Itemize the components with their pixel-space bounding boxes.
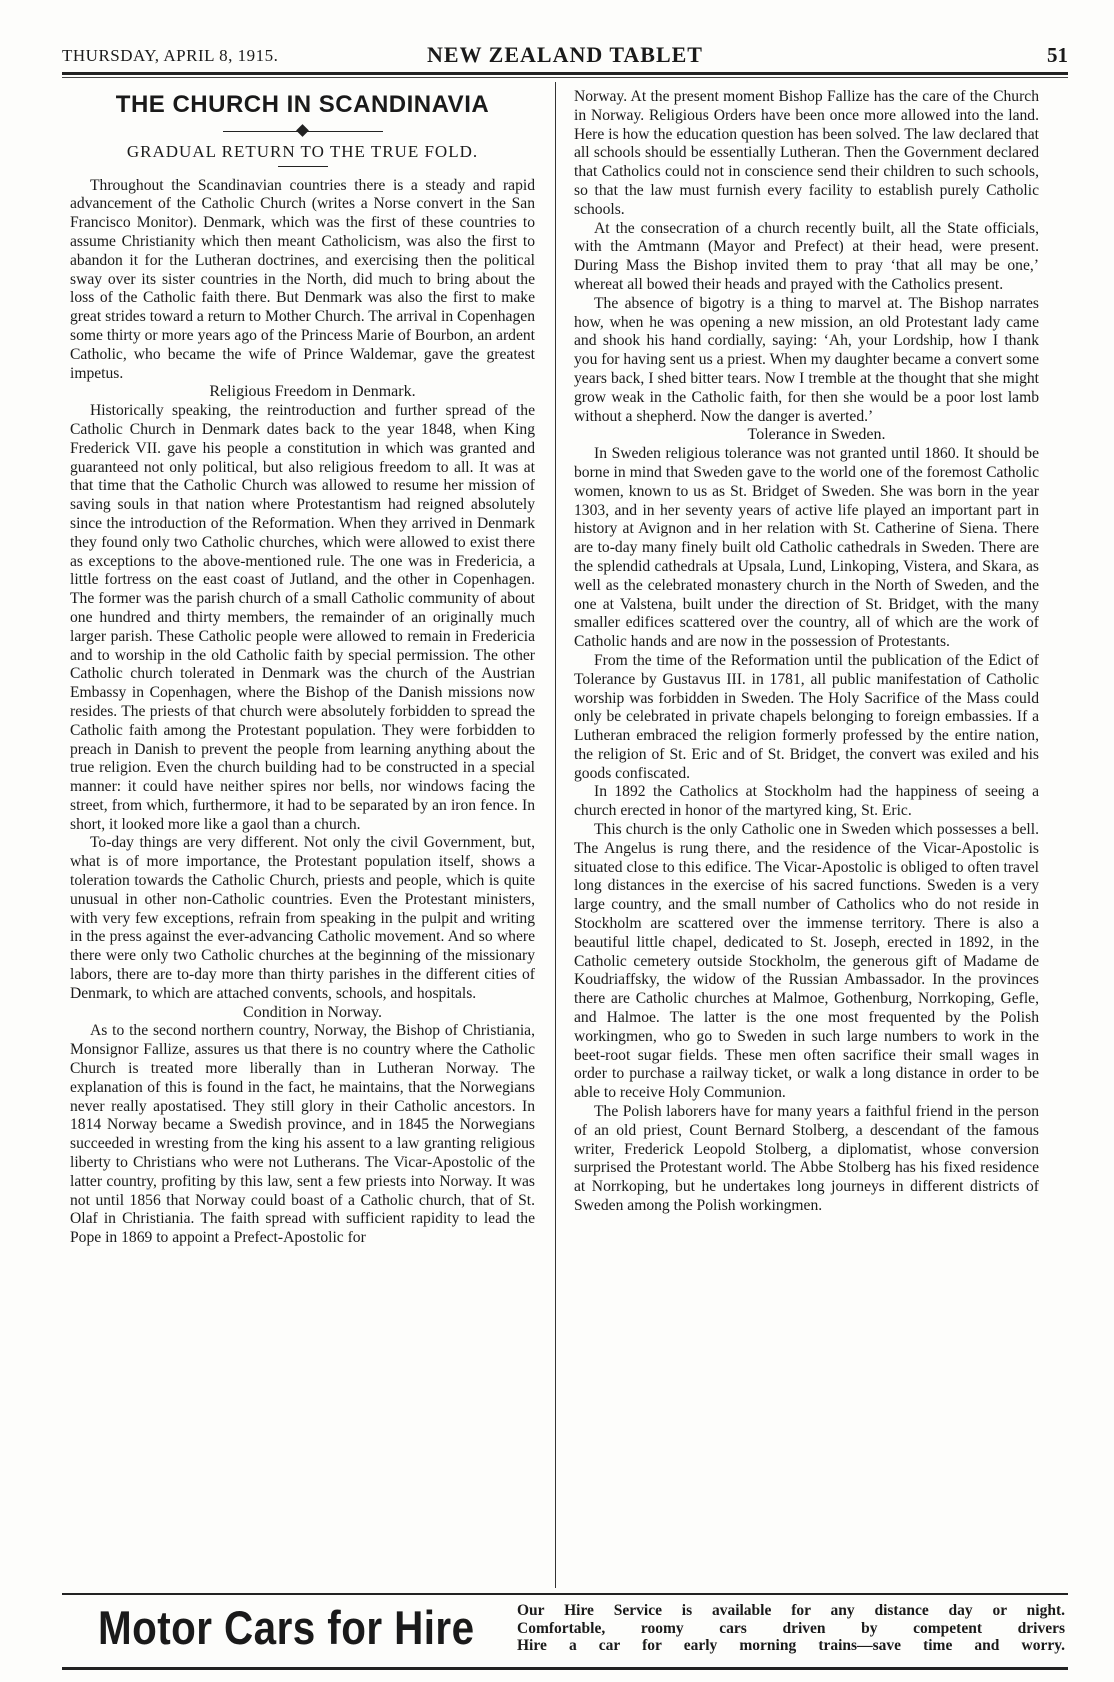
advert-headline: Motor Cars for Hire [98, 1601, 475, 1654]
paragraph: The absence of bigotry is a thing to marvel at. The Bishop narrates how, when he was opening a new mission, an old Protestant lady came and shook his hand cordially, saying: ‘Ah, your Lordship, how I thank you for having sent us a priest. When my daughter became a convert some years back, I shed bitter tears. Now I tremble at the thought that she might grow weak in the Catholic faith, for then she would be a poor lost lamb without a shepherd. Now the danger is averted.’ [574, 294, 1039, 425]
masthead [62, 42, 1068, 70]
paragraph: Historically speaking, the reintroduction and further spread of the Catholic Church in Denmark dates back to the year 1848, when King Frederick VII. gave his people a constitution in which was granted and guaranteed not only political, but also religious freedom to all. It was at that time that the Catholic Church was allowed to resume her mission of saving souls in that nation where Protestantism had reigned absolutely since the introduction of the Reformation. When they arrived in Denmark they found only two Catholic churches, which were allowed to exist there as exceptions to the above-mentioned rule. The one was in Fredericia, a little fortress on the east coast of Jutland, and the other in Copenhagen. The former was the parish church of a small Catholic community of about one hundred and thirty members, the remainder of an originally much larger parish. These Catholic people were allowed to remain in Fredericia and to worship in the old Catholic faith by special permission. The other Catholic church tolerated in Denmark was the church of the Austrian Embassy in Copenhagen, where the Bishop of the Danish missions now resides. The priests of that church were absolutely forbidden to spread the Catholic faith among the Protestant population. They were forbidden to preach in Danish to prevent the people from learning anything about the true religion. Even the church building had to be constructed in a special manner: it could have neither spires nor bells, nor windows facing the street, from which, furthermore, it had to be separated by an iron fence. In short, it looked more like a gaol than a church. [70, 402, 535, 833]
paragraph: In 1892 the Catholics at Stockholm had the happiness of seeing a church erected in honor of the martyred king, St. Eric. [574, 783, 1039, 820]
advert-rule-top [62, 1593, 1068, 1595]
article-column-left [70, 88, 535, 1248]
paragraph: To-day things are very different. Not only the civil Government, but, what is of more importance, the Protestant population itself, shows a toleration towards the Catholic Church, priests and people, which is quite unusual in other non-Catholic countries. Even the Protestant ministers, with very few exceptions, refrain from speaking in the pulpit and writing in the press against the ever-advancing Catholic movement. And so where there were only two Catholic churches at the beginning of the missionary labors, there are to-day more than thirty parishes in the different cities of Denmark, to which are attached convents, schools, and hospitals. [70, 834, 535, 1002]
ornament-rule [223, 125, 383, 139]
paragraph: From the time of the Reformation until the publication of the Edict of Tolerance by Gustavus III. in 1781, all public manifestation of Catholic worship was forbidden in Sweden. The Holy Sacrifice of the Mass could only be celebrated in private chapels belonging to foreign embassies. If a Lutheran embraced the religion formerly professed by the entire nation, the religion of St. Eric and of St. Bridget, the convert was exiled and his goods confiscated. [574, 651, 1039, 782]
paragraph: This church is the only Catholic one in Sweden which possesses a bell. The Angelus is rung there, and the residence of the Vicar-Apostolic is situated close to this edifice. The Vicar-Apostolic is obliged to often travel long distances in the exercise of his sacred functions. Sweden is a very large country, and the small number of Catholics who do not reside in Stockholm are scattered over the immense territory. There is also a beautiful little chapel, dedicated to St. Joseph, erected in 1892, in the Catholic cemetery outside Stockholm, the generous gift of Madame de Koudriaffsky, the widow of the Russian Ambassador. In the provinces there are Catholic churches at Malmoe, Gothenburg, Norrkoping, Gefle, and Halmoe. The latter is the one most frequented by the Polish workingmen, who go to Sweden in such large numbers to work in the beet-root sugar fields. These men often sacrifice their small wages in order to purchase a railway ticket, or walk a long distance in order to be able to receive Holy Communion. [574, 821, 1039, 1102]
advert-line: Comfortable, roomy cars driven by competent drivers [517, 1619, 1065, 1637]
advert-line: Hire a car for early morning trains—save time and worry. [517, 1637, 1065, 1654]
paragraph: In Sweden religious tolerance was not granted until 1860. It should be borne in mind that Sweden gave to the world one of the foremost Catholic women, known to us as St. Bridget of Sweden. She was born in the year 1303, and in her seventy years of active life played an important part in history at Avignon and in her relation with St. Catherine of Siena. There are to-day many finely built old Catholic cathedrals in Sweden. There are the splendid cathedrals at Upsala, Lund, Linkoping, Vistera, and Skara, as well as the celebrated monastery church in the North of Sweden, and the one at Valstena, built under the direction of St. Bridget, with the many smaller edifices scattered over the country, all of which are the work of Catholic hands and are now in the possession of Protestants. [574, 445, 1039, 651]
section-heading-norway: Condition in Norway. [243, 1003, 382, 1021]
advert-rule-bottom [62, 1667, 1068, 1670]
header-rule [62, 72, 1068, 75]
article-subtitle: GRADUAL RETURN TO THE TRUE FOLD. [126, 141, 479, 161]
newspaper-title: NEW ZEALAND TABLET [427, 42, 703, 67]
short-rule [278, 166, 328, 167]
section-heading-sweden: Tolerance in Sweden. [747, 426, 886, 444]
advertisement [62, 1598, 1068, 1664]
paragraph-intro: Throughout the Scandinavian countries there is a steady and rapid advancement of the Catholic Church (writes a Norse convert in the San Francisco Monitor). Denmark, which was the first of these countries to assume Christianity which then meant Catholicism, was also the first to abandon it for the Lutheran doctrines, and exercising then the political sway over its sister countries in the North, did much to bring about the loss of the Catholic faith there. But Denmark was also the first to make great strides toward a return to Mother Church. The arrival in Copenhagen some thirty or more years ago of the Princess Marie of Bourbon, an ardent Catholic, who became the wife of Prince Waldemar, gave the greatest impetus. [70, 176, 535, 382]
article-column-right [574, 88, 1039, 1216]
paragraph: The Polish laborers have for many years a faithful friend in the person of an old priest, Count Bernard Stolberg, a descendant of the famous writer, Frederick Leopold Stolberg, a diplomatist, whose conversion surprised the Protestant world. The Abbe Stolberg has his fixed residence at Norrkoping, but he undertakes long journeys in different districts of Sweden among the Polish workingmen. [574, 1103, 1039, 1215]
advert-body [517, 1602, 1065, 1655]
paragraph-continued: Norway. At the present moment Bishop Fallize has the care of the Church in Norway. Religious Orders have been once more allowed into the land. Here is how the education question has been solved. The law declared that all schools should be essentially Lutheran. Then the Government declared that Catholics could not in conscience send their children to such schools, so that the law must furnish every facility to establish purely Catholic schools. [574, 88, 1039, 218]
column-divider [555, 82, 556, 1588]
paragraph: As to the second northern country, Norway, the Bishop of Christiania, Monsignor Fallize, assures us that there is no country where the Catholic Church is treated more liberally than in Lutheran Norway. The explanation of this is found in the fact, he maintains, that the Norwegians never really apostatised. They still glory in their Catholic ancestors. In 1814 Norway became a Swedish province, and in 1845 the Norwegians succeeded in wresting from the king his assent to a law granting religious liberty to Christians who were not Lutherans. The Vicar-Apostolic of the latter country, profiting by this law, sent a few priests into Norway. It was not until 1856 that Norway could boast of a Catholic church, that of St. Olaf in Christiania. The faith spread with sufficient rapidity to lead the Pope in 1869 to appoint a Prefect-Apostolic for [70, 1022, 535, 1247]
paragraph: At the consecration of a church recently built, all the State officials, with the Amtmann (Mayor and Prefect) at their head, were present. During Mass the Bishop invited them to pray ‘that all may be one,’ whereat all bowed their heads and prayed with the Catholics present. [574, 219, 1039, 293]
page-number: 51 [1047, 43, 1068, 67]
advert-line: Our Hire Service is available for any distance day or night. [517, 1602, 1065, 1619]
issue-date: THURSDAY, APRIL 8, 1915. [62, 46, 279, 65]
header-rule-thin [62, 77, 1068, 78]
section-heading-denmark: Religious Freedom in Denmark. [209, 383, 416, 401]
article-title: THE CHURCH IN SCANDINAVIA [115, 91, 490, 118]
